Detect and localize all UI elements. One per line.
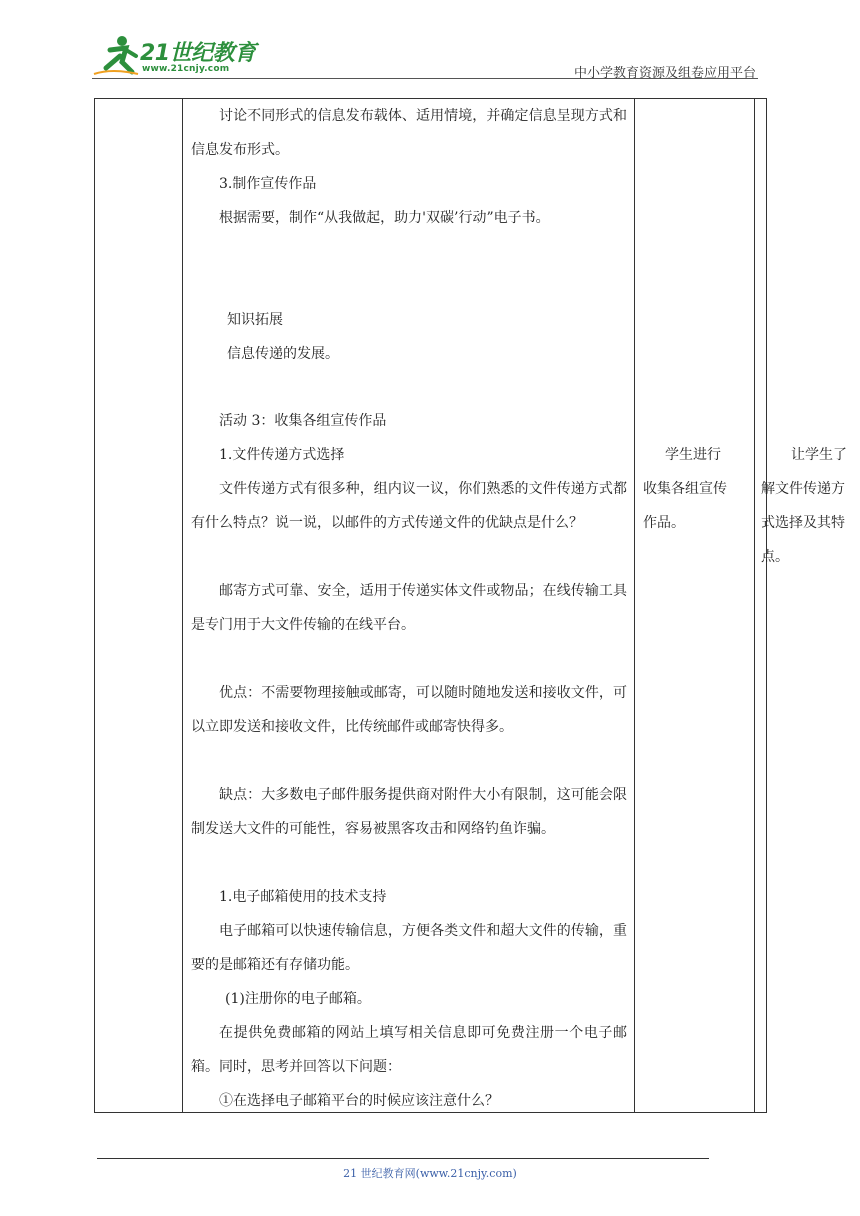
- email-tech-heading: 1.电子邮箱使用的技术支持: [219, 889, 387, 905]
- intent-line-1: 让学生了: [791, 447, 847, 463]
- intent-line-2: 解文件传递方: [761, 481, 845, 497]
- intent-line-3: 式选择及其特: [761, 515, 845, 531]
- lesson-table: [94, 98, 847, 1113]
- footer-divider: [97, 1158, 709, 1159]
- stage-column: [95, 99, 183, 1112]
- knowledge-text: 信息传递的发展。: [227, 346, 339, 362]
- student-activity-column: [635, 99, 755, 1112]
- activity3-heading: 活动 3：收集各组宣传作品: [219, 413, 387, 429]
- disadvantages-paragraph: 缺点：大多数电子邮件服务提供商对附件大小有限制，这可能会限制发送大文件的可能性，容易被黑客攻击和网络钓鱼诈骗。: [191, 787, 627, 837]
- site-logo[interactable]: [92, 34, 262, 78]
- runner-icon: [92, 34, 142, 78]
- student-line-3: 作品。: [643, 515, 685, 531]
- discussion-paragraph: 讨论不同形式的信息发布载体、适用情境，并确定信息呈现方式和信息发布形式。: [191, 108, 627, 158]
- intent-line-4: 点。: [761, 549, 789, 565]
- platform-title: 中小学教育资源及组卷应用平台: [573, 66, 756, 81]
- file-transfer-heading: 1.文件传递方式选择: [219, 447, 345, 463]
- footer-link[interactable]: 21 世纪教育网(www.21cnjy.com): [343, 1167, 517, 1180]
- register-paragraph: 在提供免费邮箱的网站上填写相关信息即可免费注册一个电子邮箱。同时，思考并回答以下问题：: [191, 1025, 627, 1075]
- mail-method-paragraph: 邮寄方式可靠、安全，适用于传递实体文件或物品；在线传输工具是专门用于大文件传输的在线平台。: [191, 583, 627, 633]
- teaching-content-column: [183, 99, 635, 1112]
- file-transfer-question: 文件传递方式有很多种，组内议一议，你们熟悉的文件传递方式都有什么特点？说一说，以邮件的方式传递文件的优缺点是什么？: [191, 481, 627, 531]
- student-line-2: 收集各组宣传: [643, 481, 727, 497]
- make-work-paragraph: 根据需要，制作“从我做起，助力'双碳’行动”电子书。: [219, 210, 550, 226]
- student-line-1: 学生进行: [665, 447, 721, 463]
- logo-text: 21世纪教育: [140, 41, 256, 66]
- step3-heading: 3.制作宣传作品: [219, 176, 317, 192]
- design-intent-column: [755, 99, 860, 1112]
- question-1: ①在选择电子邮箱平台的时候应该注意什么？: [219, 1093, 499, 1109]
- header-divider: [92, 78, 758, 79]
- logo-url: www.21cnjy.com: [142, 64, 230, 74]
- email-tech-paragraph: 电子邮箱可以快速传输信息，方便各类文件和超大文件的传输，重要的是邮箱还有存储功能。: [191, 923, 627, 973]
- advantages-paragraph: 优点：不需要物理接触或邮寄，可以随时随地发送和接收文件，可以立即发送和接收文件，比传统邮件或邮寄快得多。: [191, 685, 627, 735]
- knowledge-title: 知识拓展: [227, 312, 283, 328]
- register-step: (1)注册你的电子邮箱。: [225, 991, 371, 1007]
- page-header: [92, 28, 758, 80]
